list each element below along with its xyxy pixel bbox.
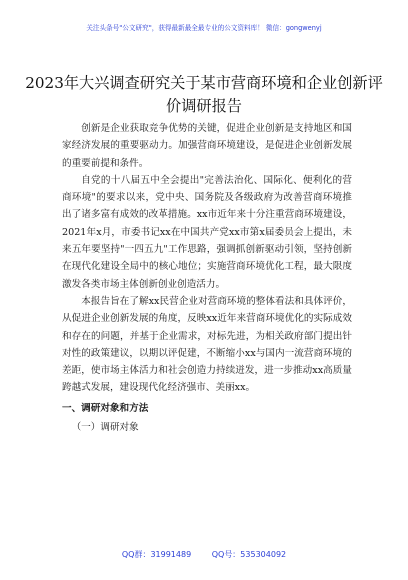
qq-number-text: QQ号：535304092: [211, 550, 287, 559]
paragraph: 创新是企业获取竞争优势的关键，促进企业创新是支持地区和国家经济发展的重要驱动力。加强营商环境建设，是促进企业创新发展的重要前提和条件。: [62, 123, 352, 169]
paragraph: 本报告旨在了解xx民营企业对营商环境的整体看法和具体评价，从促进企业创新发展的角度，反映xx近年来营商环境优化的实际成效和存在的问题，并基于企业需求，对标先进，为相关政府部门提出针对性的政策建议，以期以评促建，不断缩小xx与国内一流营商环境的差距，使市场主体活力和社会创造力持续迸发，进一步推动xx高质量跨越式发展，建设现代化经济强市、美丽xx。: [62, 295, 352, 394]
document-body: [62, 120, 352, 436]
section-heading: 一、调研对象和方法: [62, 402, 149, 414]
paragraph: 自党的十八届五中全会提出"完善法治化、国际化、便利化的营商环境"的要求以来，党中央、国务院及各级政府为改善营商环境推出了诸多富有成效的改革措施。xx市近年来十分注重营商环境建设，2021年x月，市委书记xx在中国共产党xx市第x届委员会上提出，未来五年要坚持"一四五九"工作思路，强调抓创新驱动引领，坚持创新在现代化建设全局中的核心地位；实施营商环境优化工程，最大限度激发各类市场主体创新创业创造活力。: [62, 174, 352, 290]
subsection-heading: （一）调研对象: [71, 422, 139, 434]
qq-group-text: QQ群：31991489: [121, 550, 192, 559]
header-banner: 关注头条号"公文研究"，获得最新最全最专业的公文资料库！ 微信：gongwenyj: [86, 24, 322, 32]
footer-contact: [0, 549, 408, 560]
document-title: 2023年大兴调查研究关于某市营商环境和企业创新评价调研报告: [25, 74, 383, 115]
